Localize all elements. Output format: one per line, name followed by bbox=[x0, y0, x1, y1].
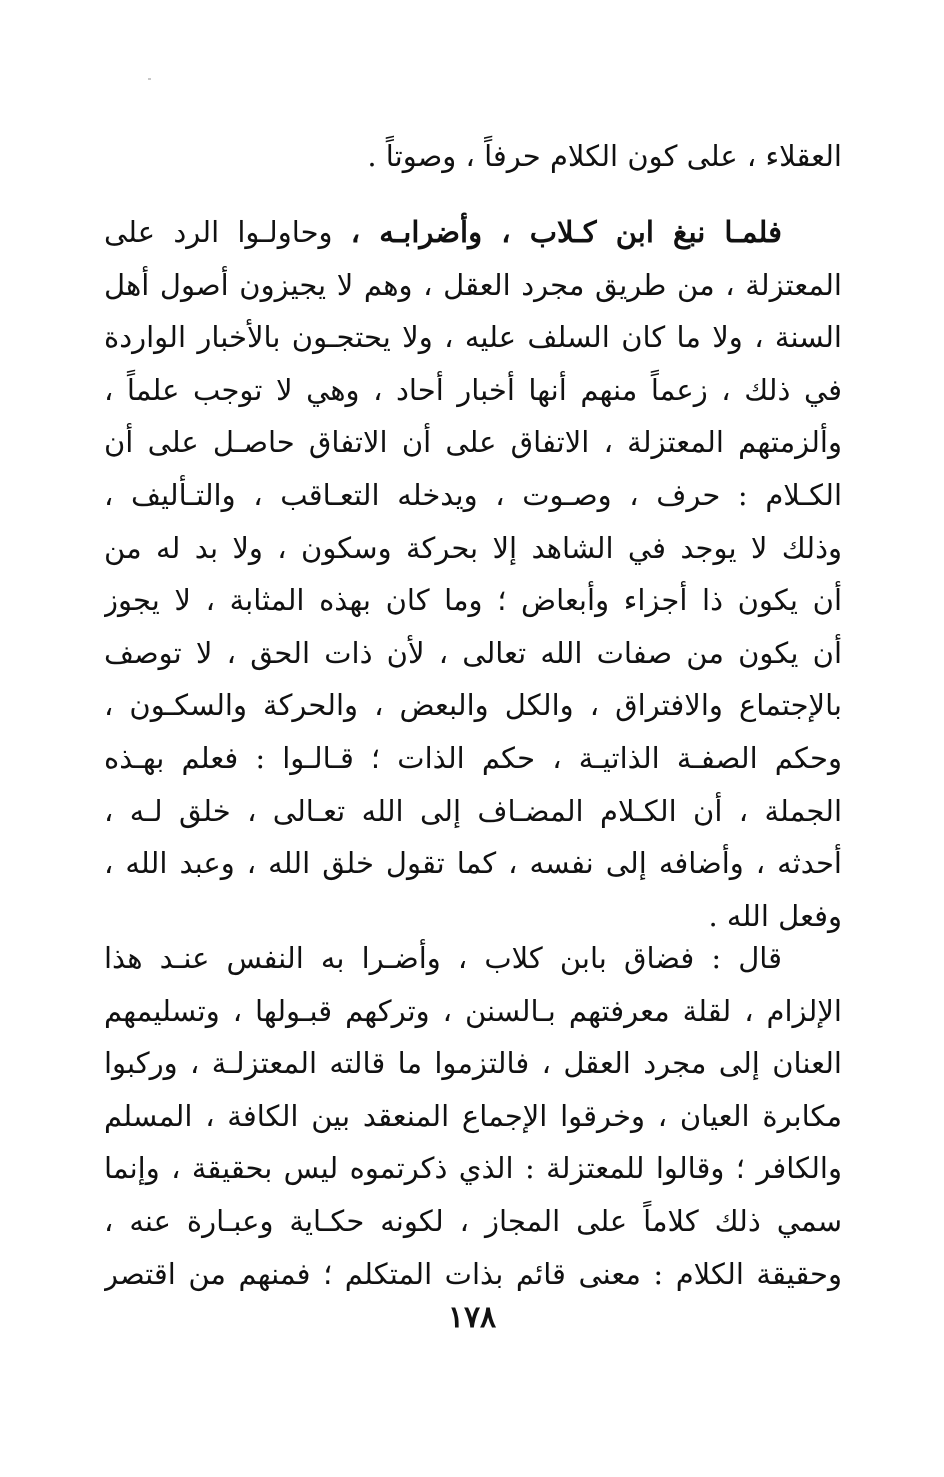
bold-lead-text: فلمـا نبغ ابن كـلاب ، وأضرابـه ، bbox=[350, 215, 782, 249]
text-line: والكافر ؛ وقالوا للمعتزلة : الذي ذكرتموه ليس بحقيقة ، وإنما bbox=[104, 1151, 842, 1186]
text-line: وحكم الصفـة الذاتيـة ، حكم الذات ؛ قـالـوا : فعلم بهـذه bbox=[104, 740, 842, 775]
text-line: في ذلك ، زعماً منهم أنها أخبار أحاد ، وهي لا توجب علماً ، bbox=[104, 372, 842, 407]
text-line: أن يكون ذا أجزاء وأبعاض ؛ وما كان بهذه المثابة ، لا يجوز bbox=[104, 583, 842, 618]
text-line: الجملة ، أن الكـلام المضـاف إلى الله تعـالى ، خلق لـه ، bbox=[104, 793, 842, 828]
scan-speck bbox=[148, 78, 151, 80]
text-line: وألزمتهم المعتزلة ، الاتفاق على أن الاتفاق حاصـل على أن bbox=[104, 425, 842, 460]
text-line: العنان إلى مجرد العقل ، فالتزموا ما قالته المعتزلـة ، وركبوا bbox=[104, 1046, 842, 1081]
page-number: ١٧٨ bbox=[447, 1300, 497, 1335]
text-line: أحدثه ، وأضافه إلى نفسه ، كما تقول خلق الله ، وعبد الله ، bbox=[104, 846, 842, 881]
text-line: وذلك لا يوجد في الشاهد إلا بحركة وسكون ، ولا بد له من bbox=[104, 530, 842, 565]
text-line: وحقيقة الكلام : معنى قائم بذات المتكلم ؛ فمنهم من اقتصر bbox=[104, 1256, 842, 1291]
text-line: سمي ذلك كلاماً على المجاز ، لكونه حكـاية وعبـارة عنه ، bbox=[104, 1203, 842, 1238]
paragraph-2 bbox=[104, 206, 842, 942]
lead-line-rest: وحاولـوا الرد على bbox=[104, 215, 333, 249]
text-line: الإلزام ، لقلة معرفتهم بـالسنن ، وتركهم قبـولها ، وتسليمهم bbox=[104, 993, 842, 1028]
paragraph-1 bbox=[104, 130, 842, 183]
text-line: أن يكون من صفات الله تعالى ، لأن ذات الحق ، لا توصف bbox=[104, 635, 842, 670]
paragraph-3 bbox=[104, 932, 842, 1300]
text-line: العقلاء ، على كون الكلام حرفاً ، وصوتاً . bbox=[367, 139, 842, 173]
text-line: الكـلام : حرف ، وصـوت ، ويدخله التعـاقب ، والتـأليف ، bbox=[104, 477, 842, 512]
text-line: المعتزلة ، من طريق مجرد العقل ، وهم لا يجيزون أصول أهل bbox=[104, 267, 842, 302]
text-line: وفعل الله . bbox=[708, 898, 842, 933]
text-line: السنة ، ولا ما كان السلف عليه ، ولا يحتجـون بالأخبار الواردة bbox=[104, 320, 842, 355]
text-line: قال : فضاق بابن كلاب ، وأضـرا به النفس عنـد هذا bbox=[104, 941, 782, 975]
text-line: مكابرة العيان ، وخرقوا الإجماع المنعقد بين الكافة ، المسلم bbox=[104, 1098, 842, 1133]
text-line-lead bbox=[104, 206, 842, 259]
text-line: بالإجتماع والافتراق ، والكل والبعض ، والحركة والسكـون ، bbox=[104, 688, 842, 723]
